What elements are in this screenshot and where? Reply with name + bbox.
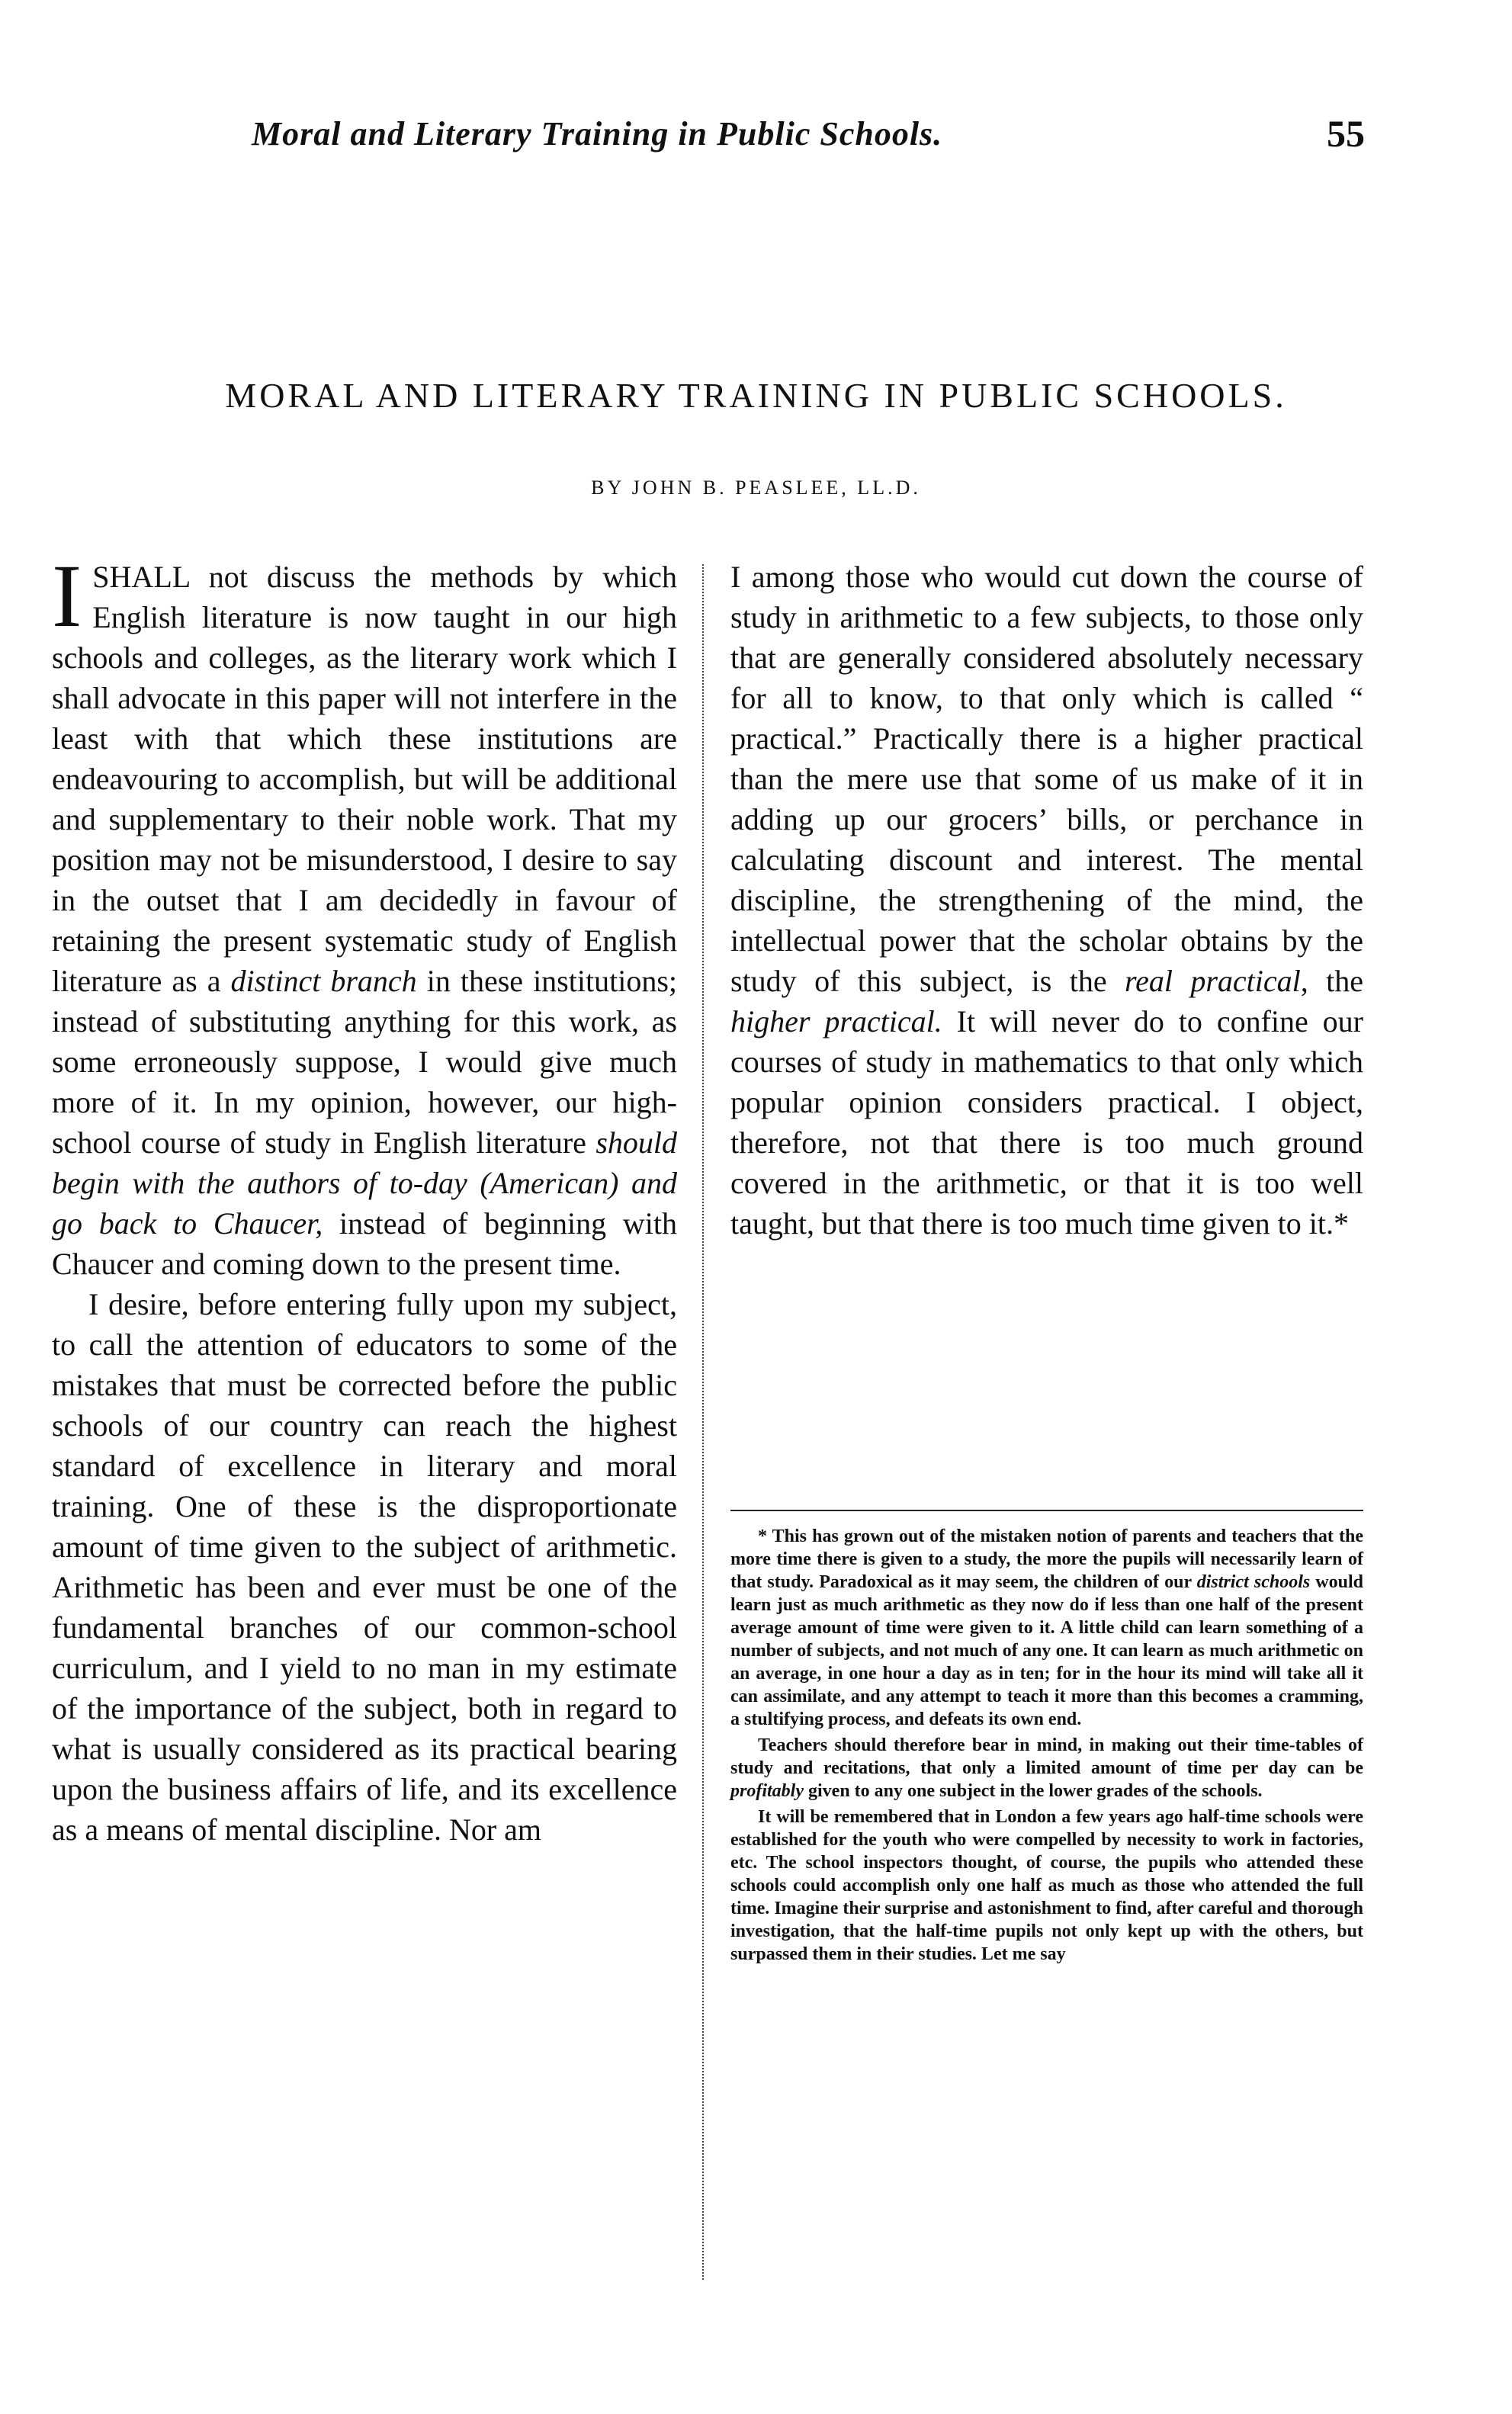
paragraph-3 bbox=[730, 557, 1363, 1244]
footnote-text-c: Teachers should therefore bear in mind, in making out their time-tables of study and recitations, that only a limited amount of time per day can be bbox=[730, 1735, 1363, 1778]
drop-cap: I bbox=[52, 546, 82, 646]
emphasis-authors-of-today: should begin with the authors of to-day (American) and go back to Chaucer, bbox=[52, 1125, 677, 1241]
footnote bbox=[730, 1525, 1363, 1969]
byline: BY JOHN B. PEASLEE, LL.D. bbox=[591, 477, 921, 499]
footnote-text-a: * This has grown out of the mistaken notion of parents and teachers that the more time there is given to a study, the more the pupils will necessarily learn of that study. Paradoxical as it may seem, the children of our bbox=[730, 1526, 1363, 1592]
left-column bbox=[52, 546, 677, 1850]
running-head bbox=[191, 114, 1395, 168]
paragraph-1-text-a: SHALL not discuss the methods by which English literature is now taught in our high schools and colleges, as the literary work which I shall advocate in this paper will not interfere in the least with that which these institutions are endeavouring to accomplish, but will be additional and supplementary to their noble work. That my position may not be misunderstood, I desire to say in the outset that I am decidedly in favour of retaining the present systematic study of English literature as a bbox=[52, 560, 677, 998]
paragraph-3-text-a: I among those who would cut down the course of study in arithmetic to a few subjects, to those only that are generally considered absolutely necessary for all to know, to that only which is called “ practical.” Practically there is a higher practical than the mere use that some of us make of it in adding up our grocers’ bills, or perchance in calculating discount and interest. The mental discipline, the strengthening of the mind, the intellectual power that the scholar obtains by the study of this subject, is the bbox=[730, 560, 1363, 998]
article-title: MORAL AND LITERARY TRAINING IN PUBLIC SCHOOLS. bbox=[225, 376, 1287, 415]
paragraph-2: I desire, before entering fully upon my subject, to call the attention of educators to some of the mistakes that must be corrected before the public schools of our country can reach the highest standard of excellence in literary and moral training. One of these is the disproportionate amount of time given to the subject of arithmetic. Arithmetic has been and ever must be one of the fundamental branches of our common-school curriculum, and I yield to no man in my estimate of the importance of the subject, both in regard to what is usually considered as its practical bearing upon the business affairs of life, and its excellence as a means of mental discipline. Nor am bbox=[52, 1287, 677, 1847]
paragraph-1 bbox=[52, 546, 677, 1284]
footnote-paragraph-2 bbox=[730, 1734, 1363, 1802]
right-column bbox=[730, 557, 1363, 1244]
footnote-paragraph-1 bbox=[730, 1525, 1363, 1731]
emphasis-real-practical: real practical bbox=[1124, 964, 1301, 998]
footnote-emphasis-profitably: profitably bbox=[730, 1781, 804, 1801]
page-number: 55 bbox=[1327, 112, 1365, 155]
footnote-rule bbox=[730, 1510, 1363, 1511]
footnote-text-b: would learn just as much arithmetic as they now do if less than one half of the present average amount of time were given to it. A little child can learn something of a number of subjects, and not much of any one. It can learn as much arithmetic on an average, in one hour a day as in ten; for in the hour its mind will take all it can assimilate, and any attempt to teach it more than this becomes a cramming, a stultifying process, and defeats its own end. bbox=[730, 1572, 1364, 1729]
running-title: Moral and Literary Training in Public Schools. bbox=[252, 115, 943, 152]
footnote-emphasis-district-schools: district schools bbox=[1196, 1572, 1311, 1592]
footnote-paragraph-3: It will be remembered that in London a few years ago half-time schools were established for the youth who were compelled by necessity to work in factories, etc. The school inspectors thought, of course, the pupils who attended these schools could accomplish only one half as much as those who attended the full time. Imagine their surprise and astonishment to find, after careful and thorough investigation, that the half-time pupils not only kept up with the others, but surpassed them in their studies. Let me say bbox=[730, 1807, 1363, 1964]
footnote-text-d: given to any one subject in the lower grades of the schools. bbox=[804, 1781, 1263, 1801]
emphasis-higher-practical: higher practical. bbox=[730, 1004, 942, 1038]
paragraph-1-text-c: instead of beginning with Chaucer and coming down to the present time. bbox=[52, 1206, 677, 1281]
paragraph-1-text-b: in these institutions; instead of substituting anything for this work, as some erroneously suppose, I would give much more of it. In my opinion, however, our high-school course of study in English literature bbox=[52, 964, 677, 1160]
column-divider bbox=[702, 564, 704, 2280]
paragraph-3-text-b: , the bbox=[1300, 964, 1364, 998]
emphasis-distinct-branch: distinct branch bbox=[230, 964, 417, 998]
paragraph-3-text-c: It will never do to confine our courses of study in mathematics to that only which popular opinion considers practical. I object, therefore, not that there is too much ground covered in the arithmetic, or that it is too well taught, but that there is too much time given to it.* bbox=[730, 1004, 1363, 1241]
